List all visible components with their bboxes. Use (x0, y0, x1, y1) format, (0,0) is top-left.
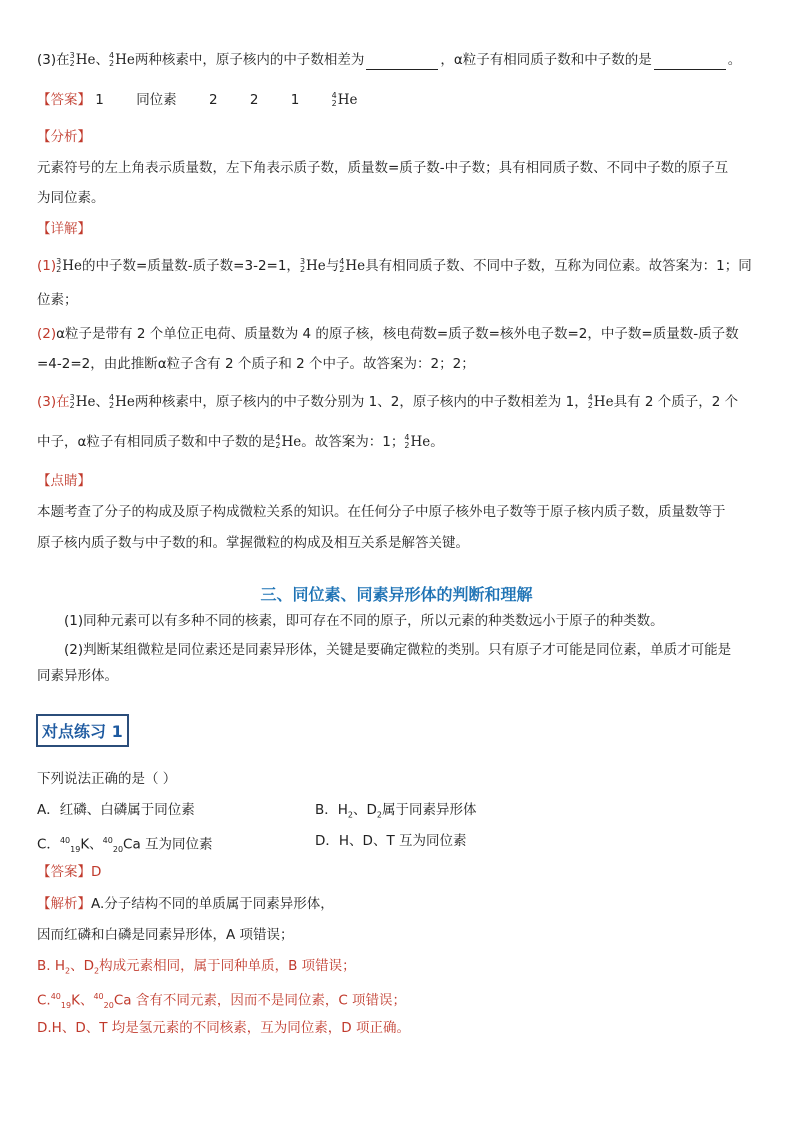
practice-expl-1: 【解析】A.分子结构不同的单质属于同素异形体， (37, 896, 334, 912)
analysis-text-2: 为同位素。 (37, 190, 105, 206)
option-b: B．$H_2$、$D_2$属于同素异形体 (315, 802, 477, 820)
option-d: D．H、D、T 互为同位素 (315, 833, 467, 849)
detail-line-4: 中子，α粒子有相同质子数和中子数的是 4 2 He。故答案为：1； 4 2 He。 (37, 433, 444, 450)
detail-line-2b: =4-2=2，由此推断α粒子含有 2 个质子和 2 个中子。故答案为：2；2； (37, 356, 475, 372)
detail-line-1: (1) 3 2 He的中子数=质量数-质子数=3-2=1， 3 2 He与 4 2 He具有相同质子数、不同中子数，互称为同位素。故答案为：1；同 (37, 257, 752, 274)
alpha-symbol: α (453, 52, 463, 68)
practice-expl-2: 因而红磷和白磷是同素异形体，A 项错误； (37, 927, 294, 943)
option-c: C．$^{40}_{19}$K、$^{40}_{20}$Ca 互为同位素 (37, 836, 213, 855)
section-para-2: (2)判断某组微粒是同位素还是同素异形体，关键是要确定微粒的类别。只有原子才可能是同位素，单质才可能是 (64, 642, 732, 658)
section-heading: 三、同位素、同素异形体的判断和理解 (260, 585, 533, 604)
detail-line-3: (3)在 3 2 He、 4 2 He两种核素中，原子核内的中子数分别为 1、2，原子核内的中子数相差为 1， 4 2 He具有 2 个质子，2 个 (37, 393, 739, 410)
comment-label: 【点睛】 (37, 473, 91, 489)
answer-blank-2 (654, 55, 726, 70)
answer-blank-1 (366, 55, 438, 70)
detail-label: 【详解】 (37, 221, 91, 237)
isotope-he4: 4 2 (331, 91, 337, 108)
practice-expl-3: B. $H_2$、$D_2$构成元素相同，属于同种单质，B 项错误； (37, 958, 356, 976)
isotope-he3: 3 2 (69, 51, 75, 68)
practice-expl-4: C.$^{40}_{19}$K、$^{40}_{20}$Ca 含有不同元素，因而不是同位素，C 项错误； (37, 992, 407, 1011)
answer-label: 【答案】 (37, 92, 91, 108)
answer-line: 【答案】 1 同位素 2 2 1 4 2 He (37, 91, 358, 108)
element-symbol: He (75, 52, 96, 68)
practice-question: 下列说法正确的是（ ） (37, 771, 177, 787)
section-para-2b: 同素异形体。 (37, 668, 118, 684)
analysis-label: 【分析】 (37, 129, 91, 145)
analysis-text-1: 元素符号的左上角表示质量数，左下角表示质子数，质量数=质子数-中子数；具有相同质子数、不同中子数的原子互 (37, 160, 729, 176)
detail-line-2: (2)α粒子是带有 2 个单位正电荷、质量数为 4 的原子核，核电荷数=质子数=核外电子数=2，中子数=质量数-质子数 (37, 326, 739, 342)
comment-text-2: 原子核内质子数与中子数的和。掌握微粒的构成及相互关系是解答关键。 (37, 535, 469, 551)
detail-line-1b: 位素； (37, 292, 78, 308)
comment-text-1: 本题考查了分子的构成及原子构成微粒关系的知识。在任何分子中原子核外电子数等于原子核内质子数，质量数等于 (37, 504, 726, 520)
practice-box-title: 对点练习 1 (36, 714, 129, 747)
question-3: (3)在 3 2 He、 4 2 He两种核素中，原子核内的中子数相差为 ，α粒子有相同质子数和中子数的是 。 (37, 51, 742, 68)
text: (3)在 (37, 52, 70, 68)
isotope-he4: 4 2 (108, 51, 115, 68)
practice-expl-5: D.H、D、T 均是氢元素的不同核素，互为同位素，D 项正确。 (37, 1020, 410, 1036)
option-a: A．红磷、白磷属于同位素 (37, 802, 195, 818)
section-para-1: (1)同种元素可以有多种不同的核素，即可存在不同的原子，所以元素的种类数远小于原子的种类数。 (64, 613, 664, 629)
practice-answer: 【答案】D (37, 864, 102, 880)
